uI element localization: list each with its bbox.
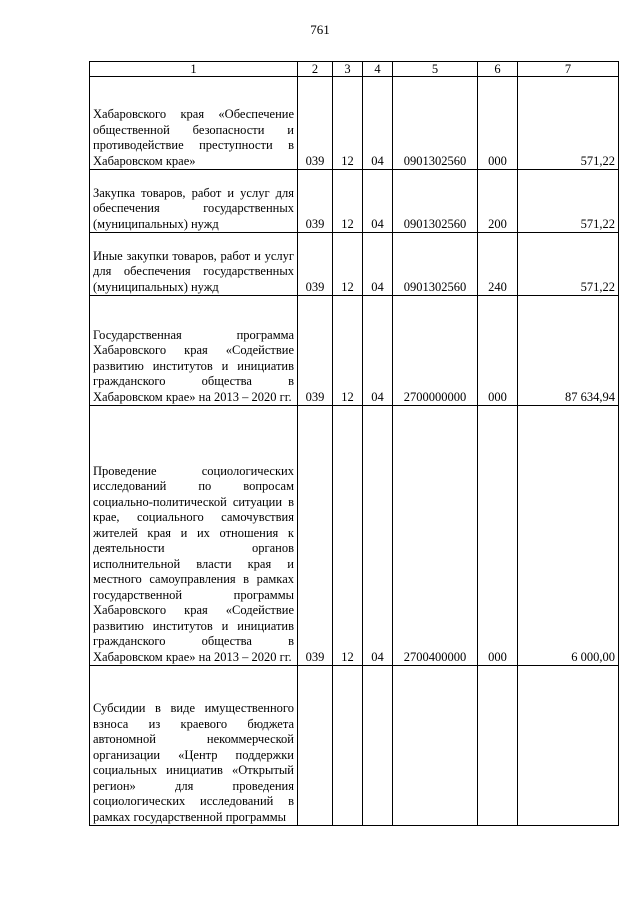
cell-section: 12 <box>333 170 363 233</box>
cell-target-article: 2700400000 <box>393 406 478 666</box>
cell-amount: 87 634,94 <box>518 296 619 406</box>
cell-expense-type <box>478 666 518 826</box>
row-name: Хабаровского края «Обеспечение общественной безопасности и противодействие преступности в Хабаровском крае» <box>90 77 298 170</box>
cell-section: 12 <box>333 406 363 666</box>
cell-target-article: 2700000000 <box>393 296 478 406</box>
cell-section: 12 <box>333 77 363 170</box>
header-col-7: 7 <box>518 62 619 77</box>
cell-target-article: 0901302560 <box>393 233 478 296</box>
cell-amount: 571,22 <box>518 77 619 170</box>
cell-subsection: 04 <box>363 296 393 406</box>
cell-amount <box>518 666 619 826</box>
row-name: Государственная программа Хабаровского края «Содействие развитию институтов и инициатив гражданского общества в Хабаровском крае» на 2013 – 2020 гг. <box>90 296 298 406</box>
table-row <box>90 233 619 296</box>
cell-target-article: 0901302560 <box>393 170 478 233</box>
header-col-2: 2 <box>298 62 333 77</box>
table-row <box>90 77 619 170</box>
cell-section: 12 <box>333 296 363 406</box>
header-col-1: 1 <box>90 62 298 77</box>
table-row <box>90 170 619 233</box>
cell-admin-code: 039 <box>298 296 333 406</box>
cell-admin-code: 039 <box>298 406 333 666</box>
cell-subsection: 04 <box>363 170 393 233</box>
page-number: 761 <box>310 22 330 37</box>
row-name: Проведение социологических исследований по вопросам социально-политической ситуации в крае, социального самочувствия жителей края и их отношения к деятельности органов исполнительной власти края и местного самоуправления в рамках государственной программы Хабаровского края «Содействие развитию институтов и инициатив гражданского общества в Хабаровском крае» на 2013 – 2020 гг. <box>90 406 298 666</box>
cell-expense-type: 000 <box>478 296 518 406</box>
cell-target-article: 0901302560 <box>393 77 478 170</box>
cell-subsection <box>363 666 393 826</box>
cell-subsection: 04 <box>363 233 393 296</box>
cell-section: 12 <box>333 233 363 296</box>
cell-amount: 571,22 <box>518 170 619 233</box>
cell-expense-type: 000 <box>478 77 518 170</box>
header-col-5: 5 <box>393 62 478 77</box>
cell-amount: 571,22 <box>518 233 619 296</box>
cell-expense-type: 240 <box>478 233 518 296</box>
cell-subsection: 04 <box>363 406 393 666</box>
cell-admin-code: 039 <box>298 77 333 170</box>
table-row <box>90 296 619 406</box>
cell-expense-type: 200 <box>478 170 518 233</box>
row-name: Иные закупки товаров, работ и услуг для обеспечения государственных (муниципальных) нужд <box>90 233 298 296</box>
table-row <box>90 666 619 826</box>
cell-admin-code <box>298 666 333 826</box>
cell-admin-code: 039 <box>298 233 333 296</box>
cell-section <box>333 666 363 826</box>
row-name: Субсидии в виде имущественного взноса из краевого бюджета автономной некоммерческой организации «Центр поддержки социальных инициатив «Открытый регион» для проведения социологических исследований в рамках государственной программы <box>90 666 298 826</box>
cell-admin-code: 039 <box>298 170 333 233</box>
table-row <box>90 406 619 666</box>
cell-subsection: 04 <box>363 77 393 170</box>
cell-amount: 6 000,00 <box>518 406 619 666</box>
row-name: Закупка товаров, работ и услуг для обеспечения государственных (муниципальных) нужд <box>90 170 298 233</box>
cell-target-article <box>393 666 478 826</box>
cell-expense-type: 000 <box>478 406 518 666</box>
table-header-row <box>90 62 619 77</box>
header-col-4: 4 <box>363 62 393 77</box>
header-col-3: 3 <box>333 62 363 77</box>
header-col-6: 6 <box>478 62 518 77</box>
budget-table <box>89 61 619 826</box>
